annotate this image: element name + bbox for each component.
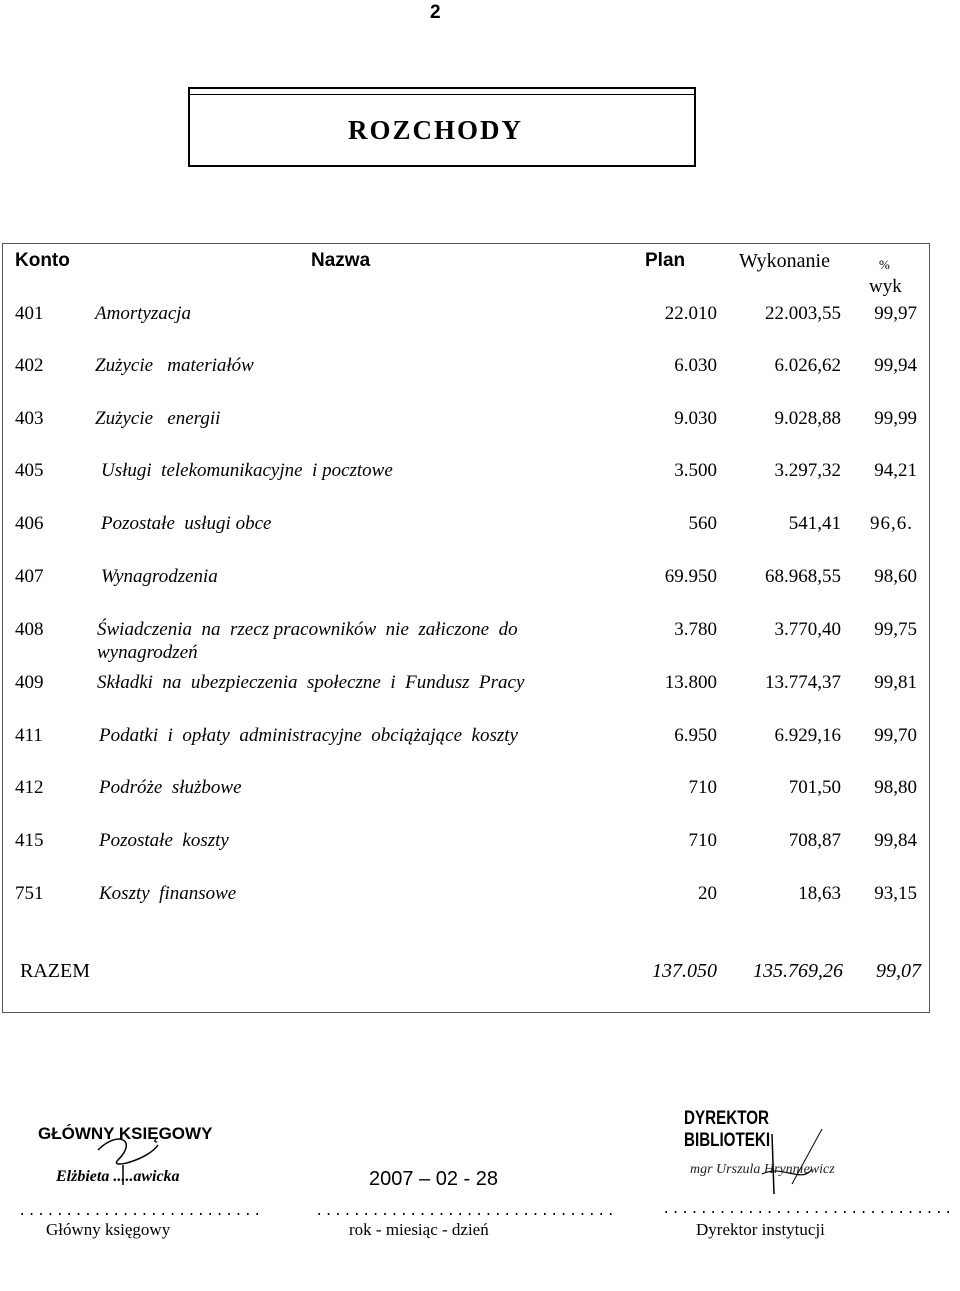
row-konto: 412	[15, 777, 44, 798]
row-nazwa: Zużycie energii	[95, 408, 221, 429]
director-signature-line: ...............................	[662, 1202, 954, 1218]
row-konto: 406	[15, 513, 44, 534]
row-nazwa: Wynagrodzenia	[101, 566, 218, 587]
row-nazwa: Zużycie materiałów	[95, 355, 254, 376]
row-plan: 20	[698, 883, 717, 904]
date-value: 2007 – 02 - 28	[369, 1168, 498, 1190]
row-nazwa: Usługi telekomunikacyjne i pocztowe	[101, 460, 393, 481]
date-block	[315, 1160, 616, 1250]
header-pct: %	[879, 257, 890, 272]
row-plan: 710	[688, 777, 717, 798]
total-pct: 99,07	[876, 960, 921, 982]
page-title: ROZCHODY	[348, 115, 524, 145]
row-nazwa: Świadczenia na rzecz pracowników nie załiczone do	[97, 619, 518, 640]
row-wykonanie: 3.297,32	[774, 460, 841, 481]
chief-accountant-caption: Główny księgowy	[46, 1220, 171, 1239]
row-pct: 99,75	[874, 619, 917, 640]
expenses-table	[2, 243, 930, 1013]
total-plan: 137.050	[652, 960, 717, 982]
header-wykonanie: Wykonanie	[739, 250, 830, 272]
row-pct: 99,70	[874, 725, 917, 746]
chief-accountant-signature-block	[18, 1120, 263, 1250]
row-wykonanie: 6.026,62	[774, 355, 841, 376]
row-nazwa: Pozostałe koszty	[99, 830, 229, 851]
row-nazwa: Składki na ubezpieczenia społeczne i Fundusz Pracy	[97, 672, 525, 693]
total-label: RAZEM	[20, 960, 90, 982]
row-wykonanie: 9.028,88	[774, 408, 841, 429]
row-pct: 96,6.	[870, 513, 913, 534]
row-pct: 99,81	[874, 672, 917, 693]
director-name: mgr Urszula Hrynniewicz	[690, 1162, 835, 1177]
page-number: 2	[430, 2, 441, 23]
date-line: ................................	[315, 1204, 616, 1220]
row-nazwa: Podróże służbowe	[99, 777, 242, 798]
row-konto: 408	[15, 619, 44, 640]
row-wykonanie: 708,87	[788, 830, 841, 851]
row-konto: 402	[15, 355, 44, 376]
row-plan: 560	[688, 513, 717, 534]
row-wykonanie: 701,50	[788, 777, 841, 798]
row-pct: 93,15	[874, 883, 917, 904]
row-wykonanie: 68.968,55	[765, 566, 841, 587]
row-nazwa: Pozostałe usługi obce	[101, 513, 272, 534]
row-plan: 22.010	[664, 303, 717, 324]
row-pct: 98,60	[874, 566, 917, 587]
row-plan: 69.950	[664, 566, 717, 587]
row-plan: 6.030	[674, 355, 717, 376]
chief-accountant-name: Elżbieta .....awicka	[56, 1168, 180, 1185]
row-pct: 99,99	[874, 408, 917, 429]
header-plan: Plan	[645, 250, 686, 271]
director-stamp: DYREKTOR BIBLIOTEKI	[684, 1108, 771, 1151]
row-pct: 99,94	[874, 355, 917, 376]
header-wyk: wyk	[869, 276, 902, 297]
chief-accountant-stamp: GŁÓWNY KSIĘGOWY	[38, 1124, 213, 1143]
row-konto: 407	[15, 566, 44, 587]
total-wykonanie: 135.769,26	[753, 960, 843, 982]
row-wykonanie: 22.003,55	[765, 303, 841, 324]
row-plan: 13.800	[664, 672, 717, 693]
row-nazwa-continued: wynagrodzeń	[97, 642, 198, 663]
row-konto: 403	[15, 408, 44, 429]
title-box	[188, 87, 696, 167]
row-konto: 415	[15, 830, 44, 851]
row-plan: 6.950	[674, 725, 717, 746]
row-konto: 401	[15, 303, 44, 324]
row-wykonanie: 3.770,40	[774, 619, 841, 640]
row-wykonanie: 541,41	[788, 513, 841, 534]
row-pct: 99,97	[874, 303, 917, 324]
row-pct: 98,80	[874, 777, 917, 798]
row-nazwa: Podatki i opłaty administracyjne obciążające koszty	[99, 725, 518, 746]
row-konto: 411	[15, 725, 43, 746]
row-plan: 710	[688, 830, 717, 851]
row-nazwa: Amortyzacja	[95, 303, 192, 324]
row-plan: 3.500	[674, 460, 717, 481]
row-nazwa: Koszty finansowe	[99, 883, 237, 904]
row-konto: 409	[15, 672, 44, 693]
header-nazwa: Nazwa	[311, 250, 371, 271]
row-pct: 99,84	[874, 830, 917, 851]
row-plan: 9.030	[674, 408, 717, 429]
row-plan: 3.780	[674, 619, 717, 640]
date-caption: rok - miesiąc - dzień	[349, 1220, 489, 1239]
row-pct: 94,21	[874, 460, 917, 481]
header-konto: Konto	[15, 250, 70, 271]
signature-line: ..........................	[18, 1204, 263, 1220]
row-wykonanie: 6.929,16	[774, 725, 841, 746]
director-signature-block	[662, 1104, 954, 1250]
director-caption: Dyrektor instytucji	[696, 1220, 825, 1239]
row-wykonanie: 18,63	[798, 883, 841, 904]
row-konto: 405	[15, 460, 44, 481]
row-konto: 751	[15, 883, 44, 904]
row-wykonanie: 13.774,37	[765, 672, 841, 693]
